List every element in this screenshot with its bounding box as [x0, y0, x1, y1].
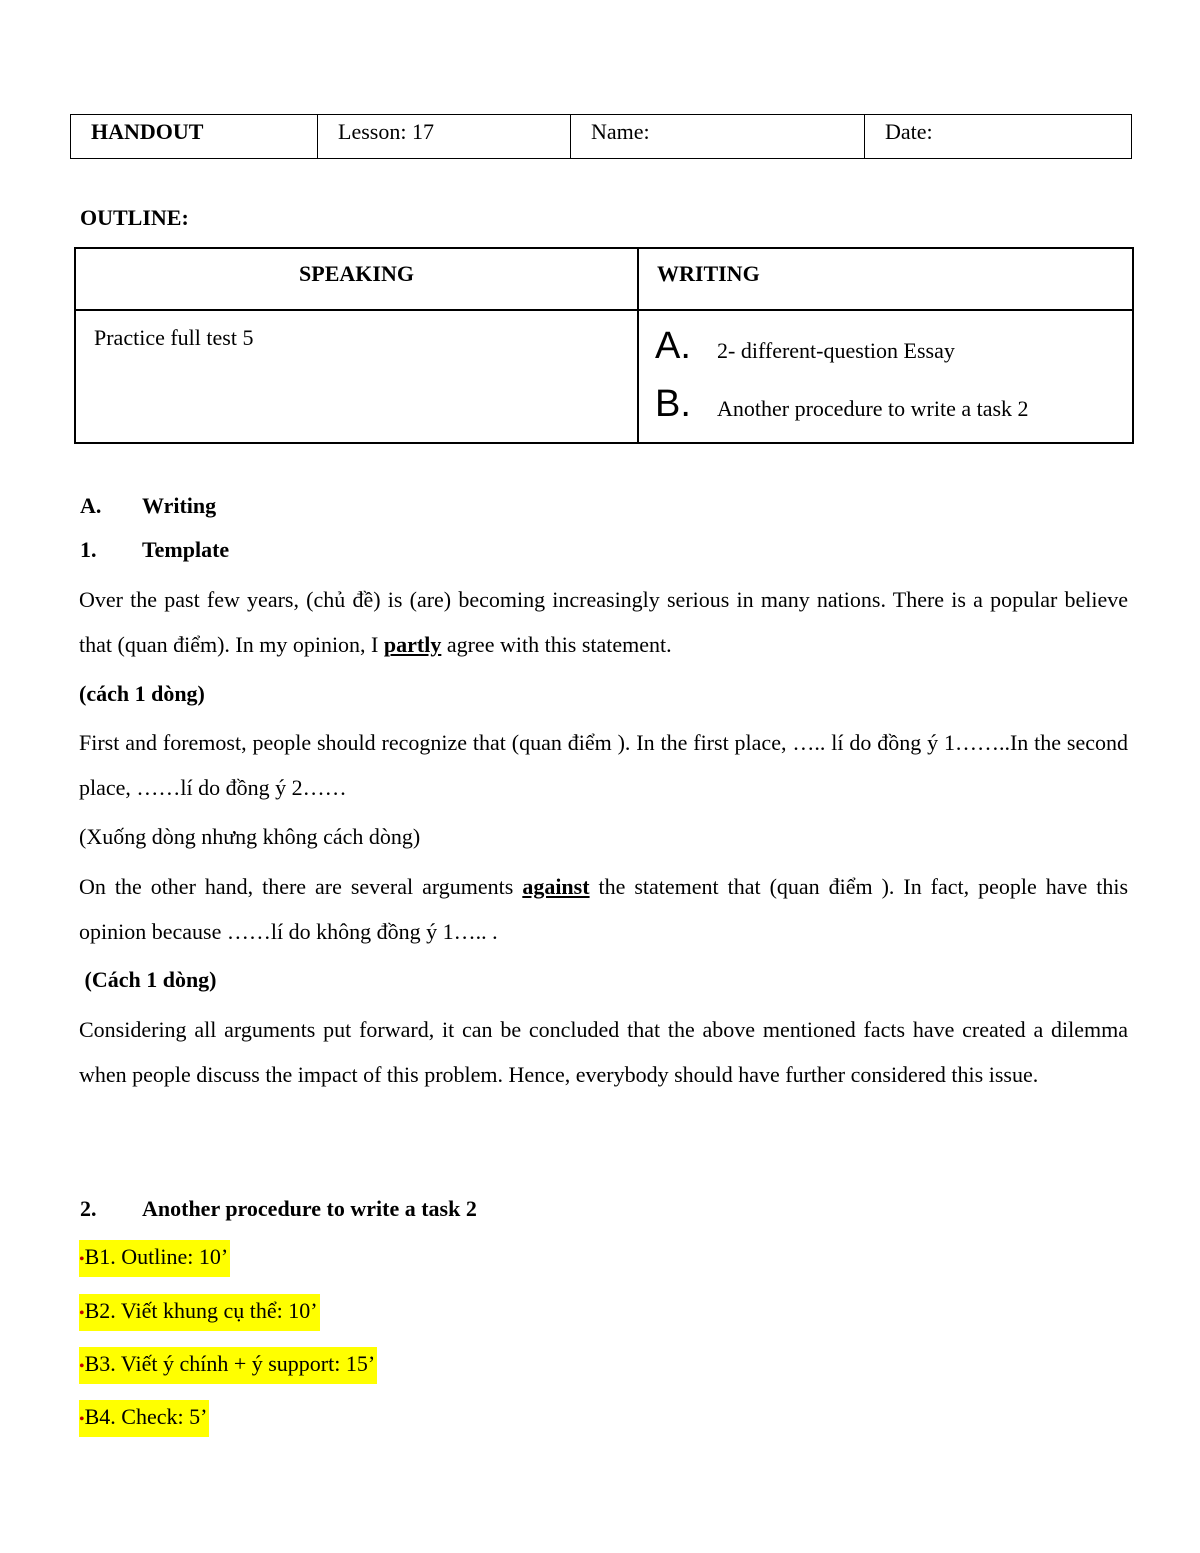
name-cell: Name:: [571, 115, 865, 159]
section-1-num: 1.: [80, 537, 97, 562]
note-no-gap: (Xuống dòng nhưng không cách dòng): [79, 824, 421, 849]
note-line-gap-2: (Cách 1 dòng): [79, 967, 217, 992]
bullet-icon: •: [79, 1358, 85, 1375]
step-item: [79, 1240, 230, 1277]
step-text: B4. Check: 5’: [84, 1404, 208, 1429]
speaking-cell: [75, 310, 638, 443]
bullet-icon: •: [79, 1251, 85, 1268]
section-1-title: Template: [142, 537, 230, 562]
writing-item: [655, 325, 1132, 383]
step-item: [79, 1294, 320, 1331]
outline-label: OUTLINE:: [80, 205, 189, 230]
writing-header: WRITING: [638, 248, 1133, 310]
header-table: [70, 114, 1132, 159]
writing-cell: [638, 310, 1133, 443]
template-body2-paragraph: [79, 865, 1128, 954]
step-text: B3. Viết ý chính + ý support: 15’: [84, 1351, 376, 1376]
partly-emphasis: partly: [383, 631, 442, 657]
outline-table: [74, 247, 1134, 444]
step-text: B1. Outline: 10’: [84, 1244, 229, 1269]
body2-text-end: the statement that (quan điểm ). In fact, people have this opinion because ……lí do không đồng ý 1….. .: [79, 874, 1129, 944]
bullet-icon: •: [79, 1305, 85, 1322]
body2-text: On the other hand, there are several arguments: [79, 874, 523, 899]
section-2-num: 2.: [80, 1196, 97, 1221]
section-2-title: Another procedure to write a task 2: [142, 1196, 477, 1221]
speaking-header: SPEAKING: [75, 248, 638, 310]
step-text: B2. Viết khung cụ thể: 10’: [84, 1298, 318, 1323]
section-a-title: Writing: [142, 493, 217, 518]
section-2-heading: [80, 1196, 477, 1222]
template-intro-paragraph: [79, 578, 1128, 667]
handout-cell: HANDOUT: [71, 115, 318, 159]
intro-text-end: agree with this statement.: [441, 631, 672, 657]
section-1-heading: [80, 537, 229, 563]
date-cell: Date:: [865, 115, 1132, 159]
section-a-heading: [80, 493, 216, 519]
writing-item: [655, 383, 1132, 441]
intro-text: Over the past few years, (chủ đề) is (are) becoming increasingly serious in many nations. There is a popular believe that (quan điểm). In my opinion, I: [79, 587, 1128, 657]
writing-item-letter: A.: [655, 325, 691, 367]
writing-item-text: 2- different-question Essay: [717, 338, 955, 363]
speaking-item: Practice full test 5: [94, 325, 254, 350]
writing-item-text: Another procedure to write a task 2: [717, 396, 1029, 421]
step-item: [79, 1347, 377, 1384]
step-item: [79, 1400, 209, 1437]
note-line-gap-1: (cách 1 dòng): [79, 681, 205, 706]
section-a-letter: A.: [80, 493, 102, 518]
template-body1-paragraph: First and foremost, people should recognize that (quan điểm ). In the first place, ….. lí do đồng ý 1……..In the second place, ……lí do đồng ý 2……: [79, 730, 1128, 800]
lesson-cell: Lesson: 17: [318, 115, 571, 159]
bullet-icon: •: [79, 1411, 85, 1428]
writing-item-letter: B.: [655, 383, 691, 425]
against-emphasis: against: [522, 874, 590, 899]
template-conclusion-paragraph: Considering all arguments put forward, it can be concluded that the above mentioned facts have created a dilemma when people discuss the impact of this problem. Hence, everybody should have further considered this issue.: [79, 1017, 1128, 1087]
